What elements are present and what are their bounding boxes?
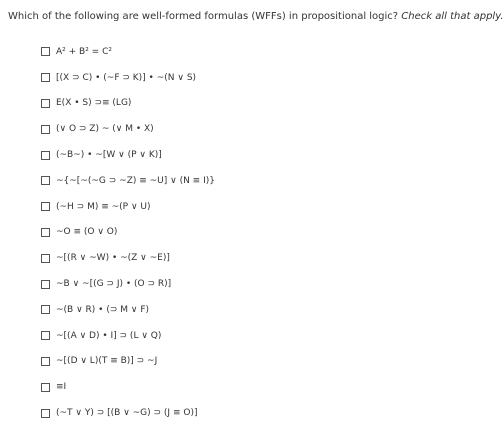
checkbox-icon[interactable] (41, 125, 50, 134)
question-prompt (8, 10, 504, 23)
checkbox-icon[interactable] (41, 409, 50, 418)
option-label: (~T ∨ Y) ⊃ [(B ∨ ~G) ⊃ (J ≡ O)] (56, 408, 198, 419)
option-label: ~B ∨ ~[(G ⊃ J) • (O ⊃ R)] (56, 279, 172, 290)
checkbox-icon[interactable] (41, 357, 50, 366)
option-15[interactable] (41, 400, 215, 426)
option-1[interactable] (41, 39, 215, 65)
option-label: (~H ⊃ M) ≡ ~(P ∨ U) (56, 201, 151, 212)
option-9[interactable] (41, 245, 215, 271)
checkbox-icon[interactable] (41, 331, 50, 340)
option-label: (~B~) • ~[W ∨ (P ∨ K)] (56, 150, 162, 161)
checkbox-icon[interactable] (41, 151, 50, 160)
checkbox-icon[interactable] (41, 228, 50, 237)
checkbox-icon[interactable] (41, 305, 50, 314)
option-2[interactable] (41, 65, 215, 91)
checkbox-icon[interactable] (41, 73, 50, 82)
option-label: ~(B ∨ R) • (⊃ M ∨ F) (56, 304, 150, 315)
option-13[interactable] (41, 349, 215, 375)
option-12[interactable] (41, 323, 215, 349)
option-label: [(X ⊃ C) • (~F ⊃ K)] • ~(N ∨ S) (56, 72, 197, 83)
option-7[interactable] (41, 194, 215, 220)
option-4[interactable] (41, 116, 215, 142)
checkbox-icon[interactable] (41, 254, 50, 263)
checkbox-icon[interactable] (41, 383, 50, 392)
option-8[interactable] (41, 220, 215, 246)
option-label: ~{~[~(~G ⊃ ~Z) ≡ ~U] ∨ (N ≡ I)} (56, 175, 215, 186)
checkbox-icon[interactable] (41, 47, 50, 56)
question-instruction: Check all that apply. (401, 11, 504, 22)
option-label: A² + B² = C² (56, 46, 112, 57)
option-6[interactable] (41, 168, 215, 194)
option-label: E(X • S) ⊃≡ (LG) (56, 98, 132, 109)
checkbox-icon[interactable] (41, 280, 50, 289)
checkbox-icon[interactable] (41, 176, 50, 185)
option-10[interactable] (41, 271, 215, 297)
option-label: ≡I (56, 382, 67, 393)
checkbox-icon[interactable] (41, 202, 50, 211)
option-label: ~[(D ∨ L)(T ≡ B)] ⊃ ~J (56, 356, 158, 367)
option-14[interactable] (41, 374, 215, 400)
question-text: Which of the following are well-formed formulas (WFFs) in propositional logic? (8, 11, 402, 22)
option-11[interactable] (41, 297, 215, 323)
option-5[interactable] (41, 142, 215, 168)
option-label: (∨ O ⊃ Z) ~ (∨ M • X) (56, 124, 154, 135)
option-3[interactable] (41, 91, 215, 117)
checkbox-icon[interactable] (41, 99, 50, 108)
option-label: ~[(R ∨ ~W) • ~(Z ∨ ~E)] (56, 253, 170, 264)
answer-options-list (41, 39, 215, 426)
option-label: ~[(A ∨ D) • I] ⊃ (L ∨ Q) (56, 330, 162, 341)
option-label: ~O ≡ (O ∨ O) (56, 227, 118, 238)
